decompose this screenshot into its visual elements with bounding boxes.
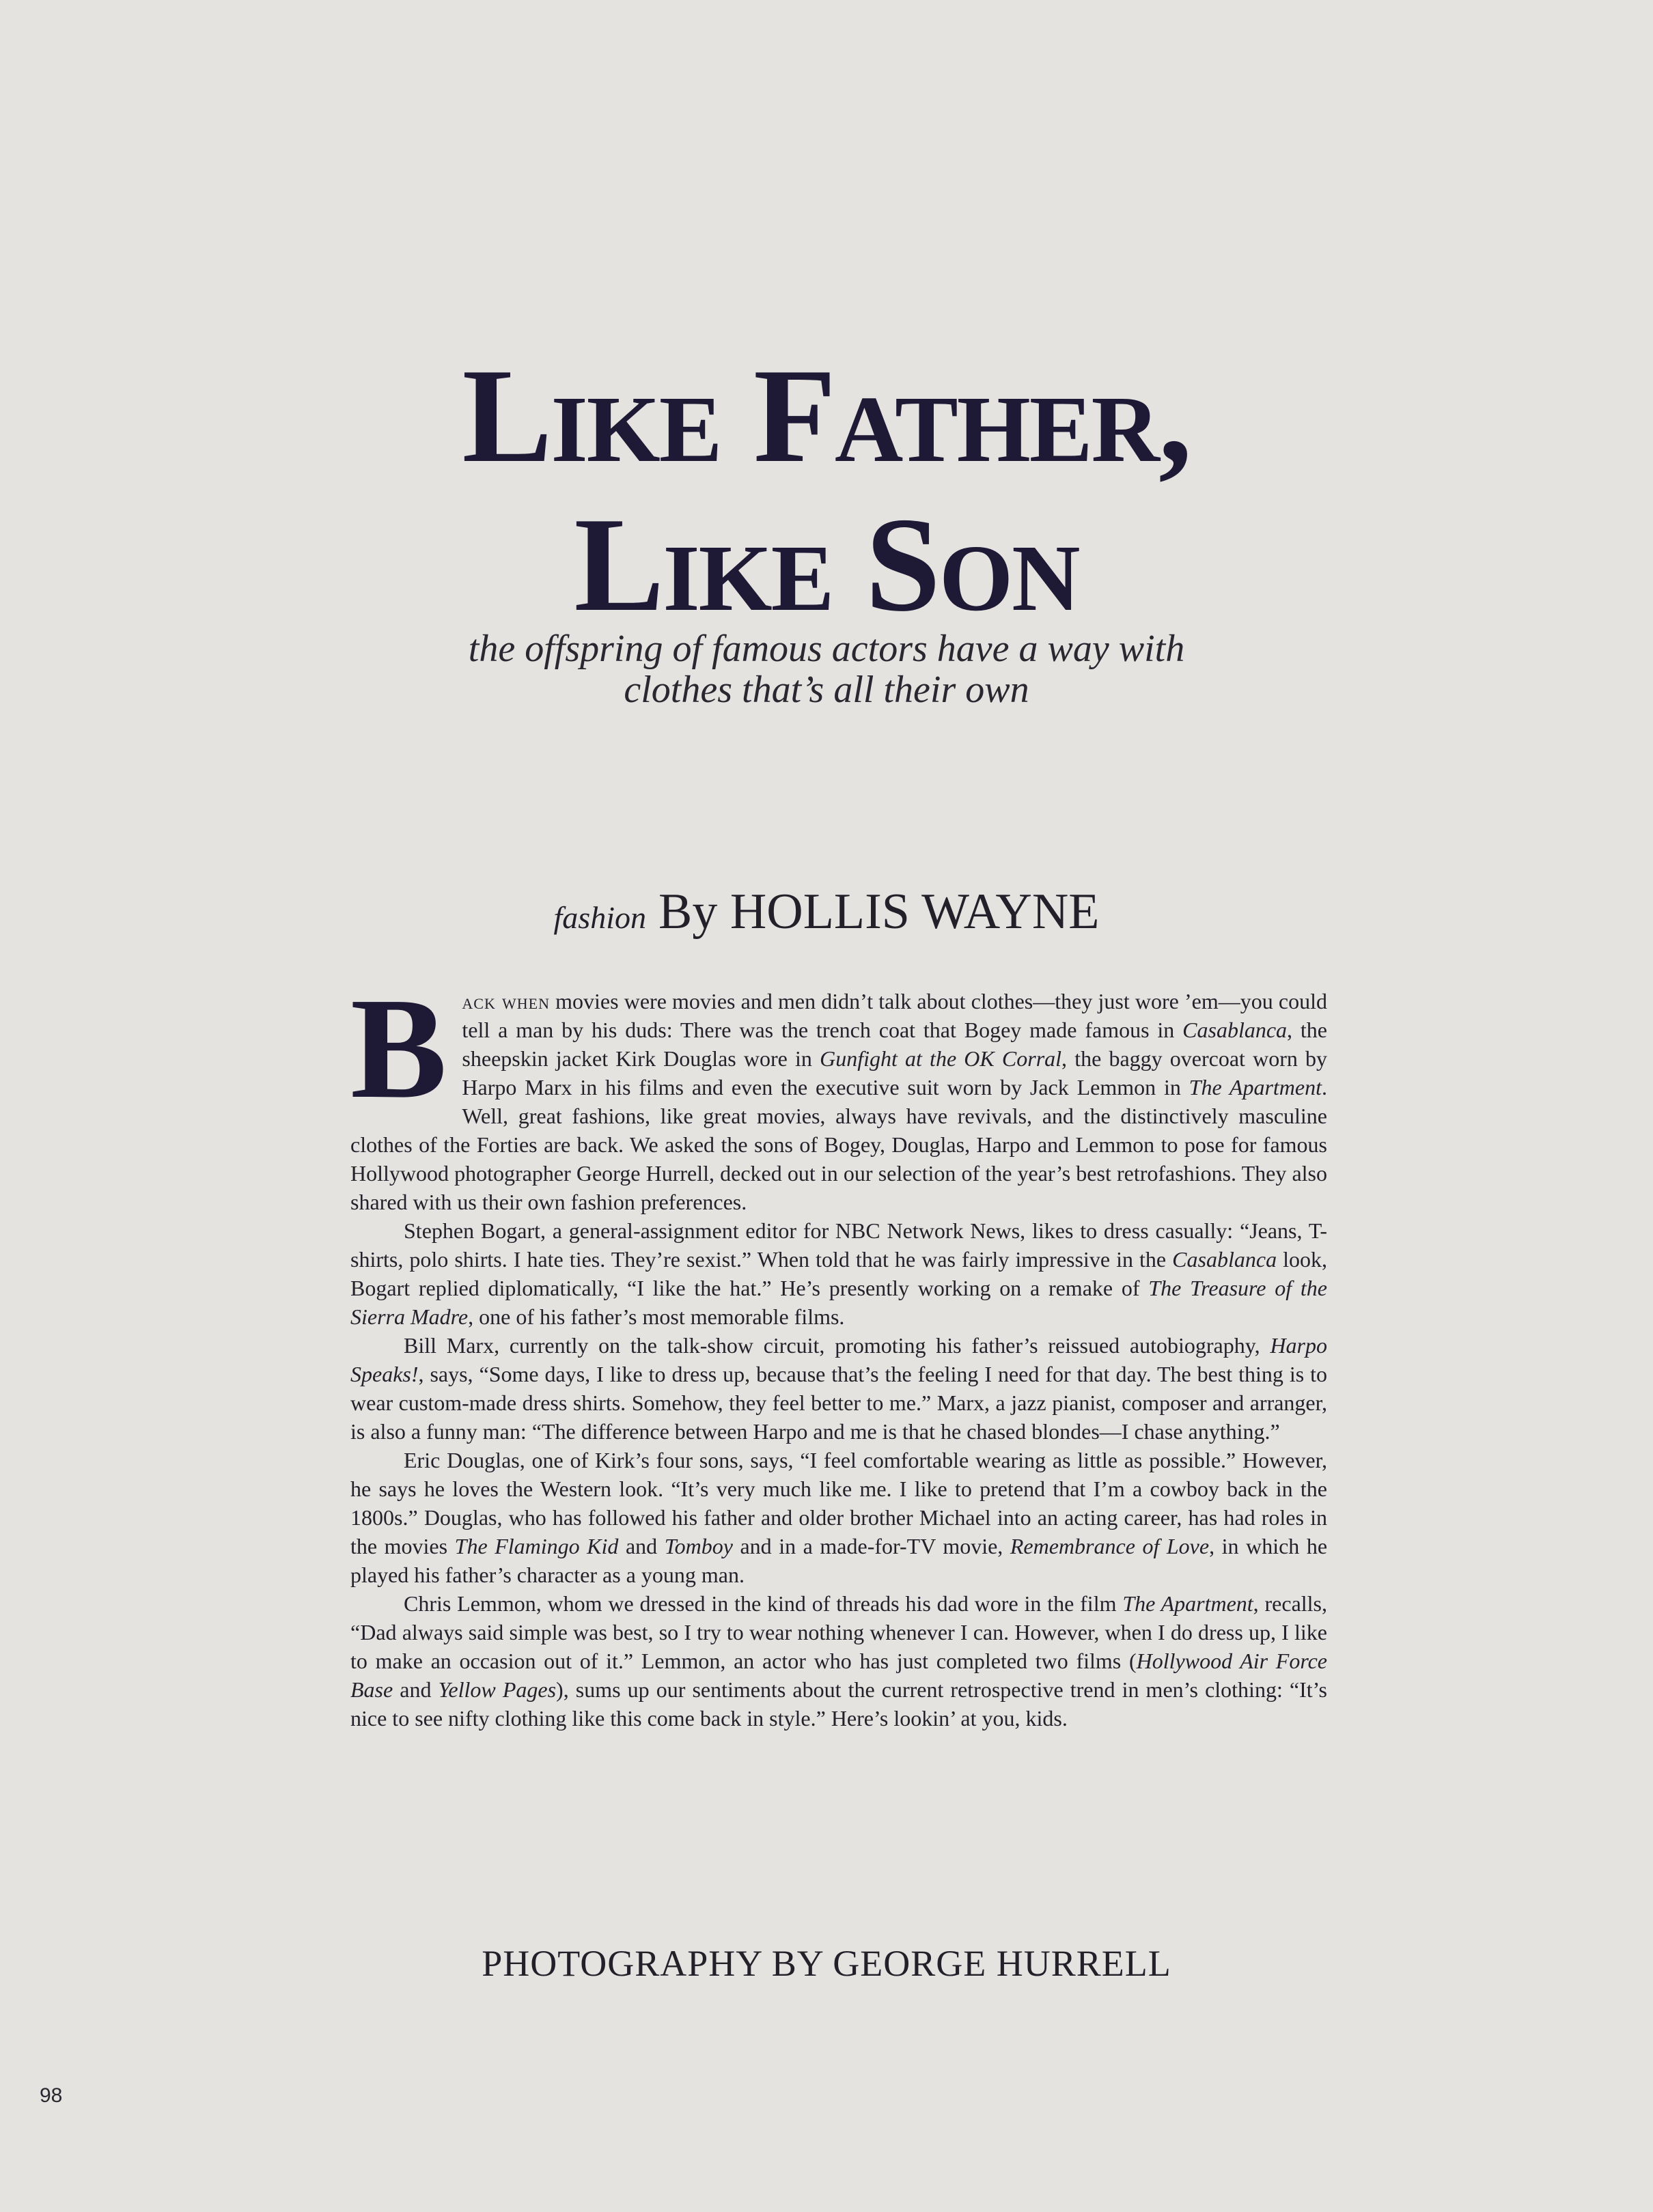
film-title: Hollywood Air Force Base	[350, 1649, 1328, 1702]
film-title: The Treasure of the Sierra Madre	[350, 1276, 1328, 1329]
film-title: The Apartment	[1189, 1075, 1322, 1100]
subtitle-line-1: the offspring of famous actors have a way with	[468, 628, 1185, 670]
book-title: Harpo Speaks!	[350, 1333, 1327, 1386]
paragraph-4	[350, 1446, 1327, 1589]
paragraph-1	[350, 968, 1328, 1216]
article-subtitle	[0, 628, 1653, 710]
paragraph-3	[350, 1331, 1327, 1446]
film-title: The Flamingo Kid	[454, 1534, 619, 1558]
lead-in: ack when	[462, 989, 550, 1013]
p2-text-a: Stephen Bogart, a general-assignment editor for NBC Network News, likes to dress casually: “Jeans, T-shirts, polo shirts. I hate ties. They’re sexist.” When told that he was fairly impressive in the	[350, 1218, 1327, 1272]
p3-text-a: Bill Marx, currently on the talk-show circuit, promoting his father’s reissued autobiography,	[404, 1333, 1270, 1358]
page-number: 98	[40, 2084, 63, 2107]
film-title: Tomboy	[664, 1534, 733, 1558]
paragraph-5	[350, 1589, 1327, 1733]
p4-text-a: Eric Douglas, one of Kirk’s four sons, says, “I feel comfortable wearing as little as possible.” However, he says he loves the Western look. “It’s very much like me. I like to pretend that I’m a cowboy back in the 1800s.” Douglas, who has followed his father and older brother Michael into an acting career, has had roles in the movies	[350, 1448, 1327, 1558]
film-title: Gunfight at the OK Corral	[820, 1046, 1062, 1071]
film-title: Yellow Pages	[438, 1677, 557, 1702]
film-title: Remembrance of Love	[1010, 1534, 1210, 1558]
byline	[0, 881, 1653, 949]
p5-text-e: and	[393, 1677, 439, 1702]
p5-text-c: , recalls, “Dad always said simple was best, so I try to wear nothing whenever I can. However, when I do dress up, I like to make an occasion out of it.” Lemmon, an actor who has just completed two films (	[350, 1591, 1328, 1673]
article-body	[350, 968, 1328, 1733]
p2-text-c: look, Bogart replied diplomatically, “I like the hat.” He’s presently working on a remake of	[350, 1247, 1328, 1300]
film-title: Casablanca	[1172, 1247, 1277, 1272]
p4-text-g: , in which he played his father’s character as a young man.	[350, 1534, 1328, 1587]
section-kicker: fashion	[553, 900, 646, 935]
p5-text-g: ), sums up our sentiments about the current retrospective trend in men’s clothing: “It’s nice to see nifty clothing like this come back in style.” Here’s lookin’ at you, kids.	[350, 1677, 1328, 1731]
p1-text-a: movies were movies and men didn’t talk about clothes—they just wore ’em—you could tell a man by his duds: There was the trench coat that Bogey made famous in	[462, 989, 1327, 1042]
p2-text-e: , one of his father’s most memorable films.	[468, 1304, 845, 1329]
author-name: By HOLLIS WAYNE	[658, 884, 1100, 940]
title-line-2: Like Son	[574, 490, 1079, 639]
p4-text-e: and in a made-for-TV movie,	[732, 1534, 1010, 1558]
photo-credit: PHOTOGRAPHY BY GEORGE HURRELL	[482, 1943, 1171, 1984]
p3-text-c: , says, “Some days, I like to dress up, because that’s the feeling I need for that day. The best thing is to wear custom-made dress shirts. Somehow, they feel better to me.” Marx, a jazz pianist, composer and arranger, is also a funny man: “The difference between Harpo and me is that he chased blondes—I chase anything.”	[350, 1362, 1327, 1444]
p4-text-c: and	[618, 1534, 665, 1558]
film-title: The Apartment	[1122, 1591, 1253, 1616]
article-title	[0, 341, 1653, 639]
film-title: Casablanca	[1182, 1018, 1288, 1042]
paragraph-2	[350, 1216, 1327, 1331]
p1-text-e: , the baggy overcoat worn by Harpo Marx in his films and even the executive suit worn by Jack Lemmon in	[462, 1046, 1328, 1100]
drop-cap: B	[350, 968, 447, 1128]
p1-text-c: , the sheepskin jacket Kirk Douglas wore in	[462, 1018, 1328, 1071]
title-line-1: Like Father,	[462, 341, 1191, 490]
p1-text-g: . Well, great fashions, like great movies, always have revivals, and the distinctively masculine clothes of the Forties are back. We asked the sons of Bogey, Douglas, Harpo and Lemmon to pose for famous Hollywood photographer George Hurrell, decked out in our selection of the year’s best retrofashions. They also shared with us their own fashion preferences.	[350, 1075, 1328, 1214]
subtitle-line-2: clothes that’s all their own	[624, 669, 1029, 711]
p5-text-a: Chris Lemmon, whom we dressed in the kind of threads his dad wore in the film	[404, 1591, 1123, 1616]
